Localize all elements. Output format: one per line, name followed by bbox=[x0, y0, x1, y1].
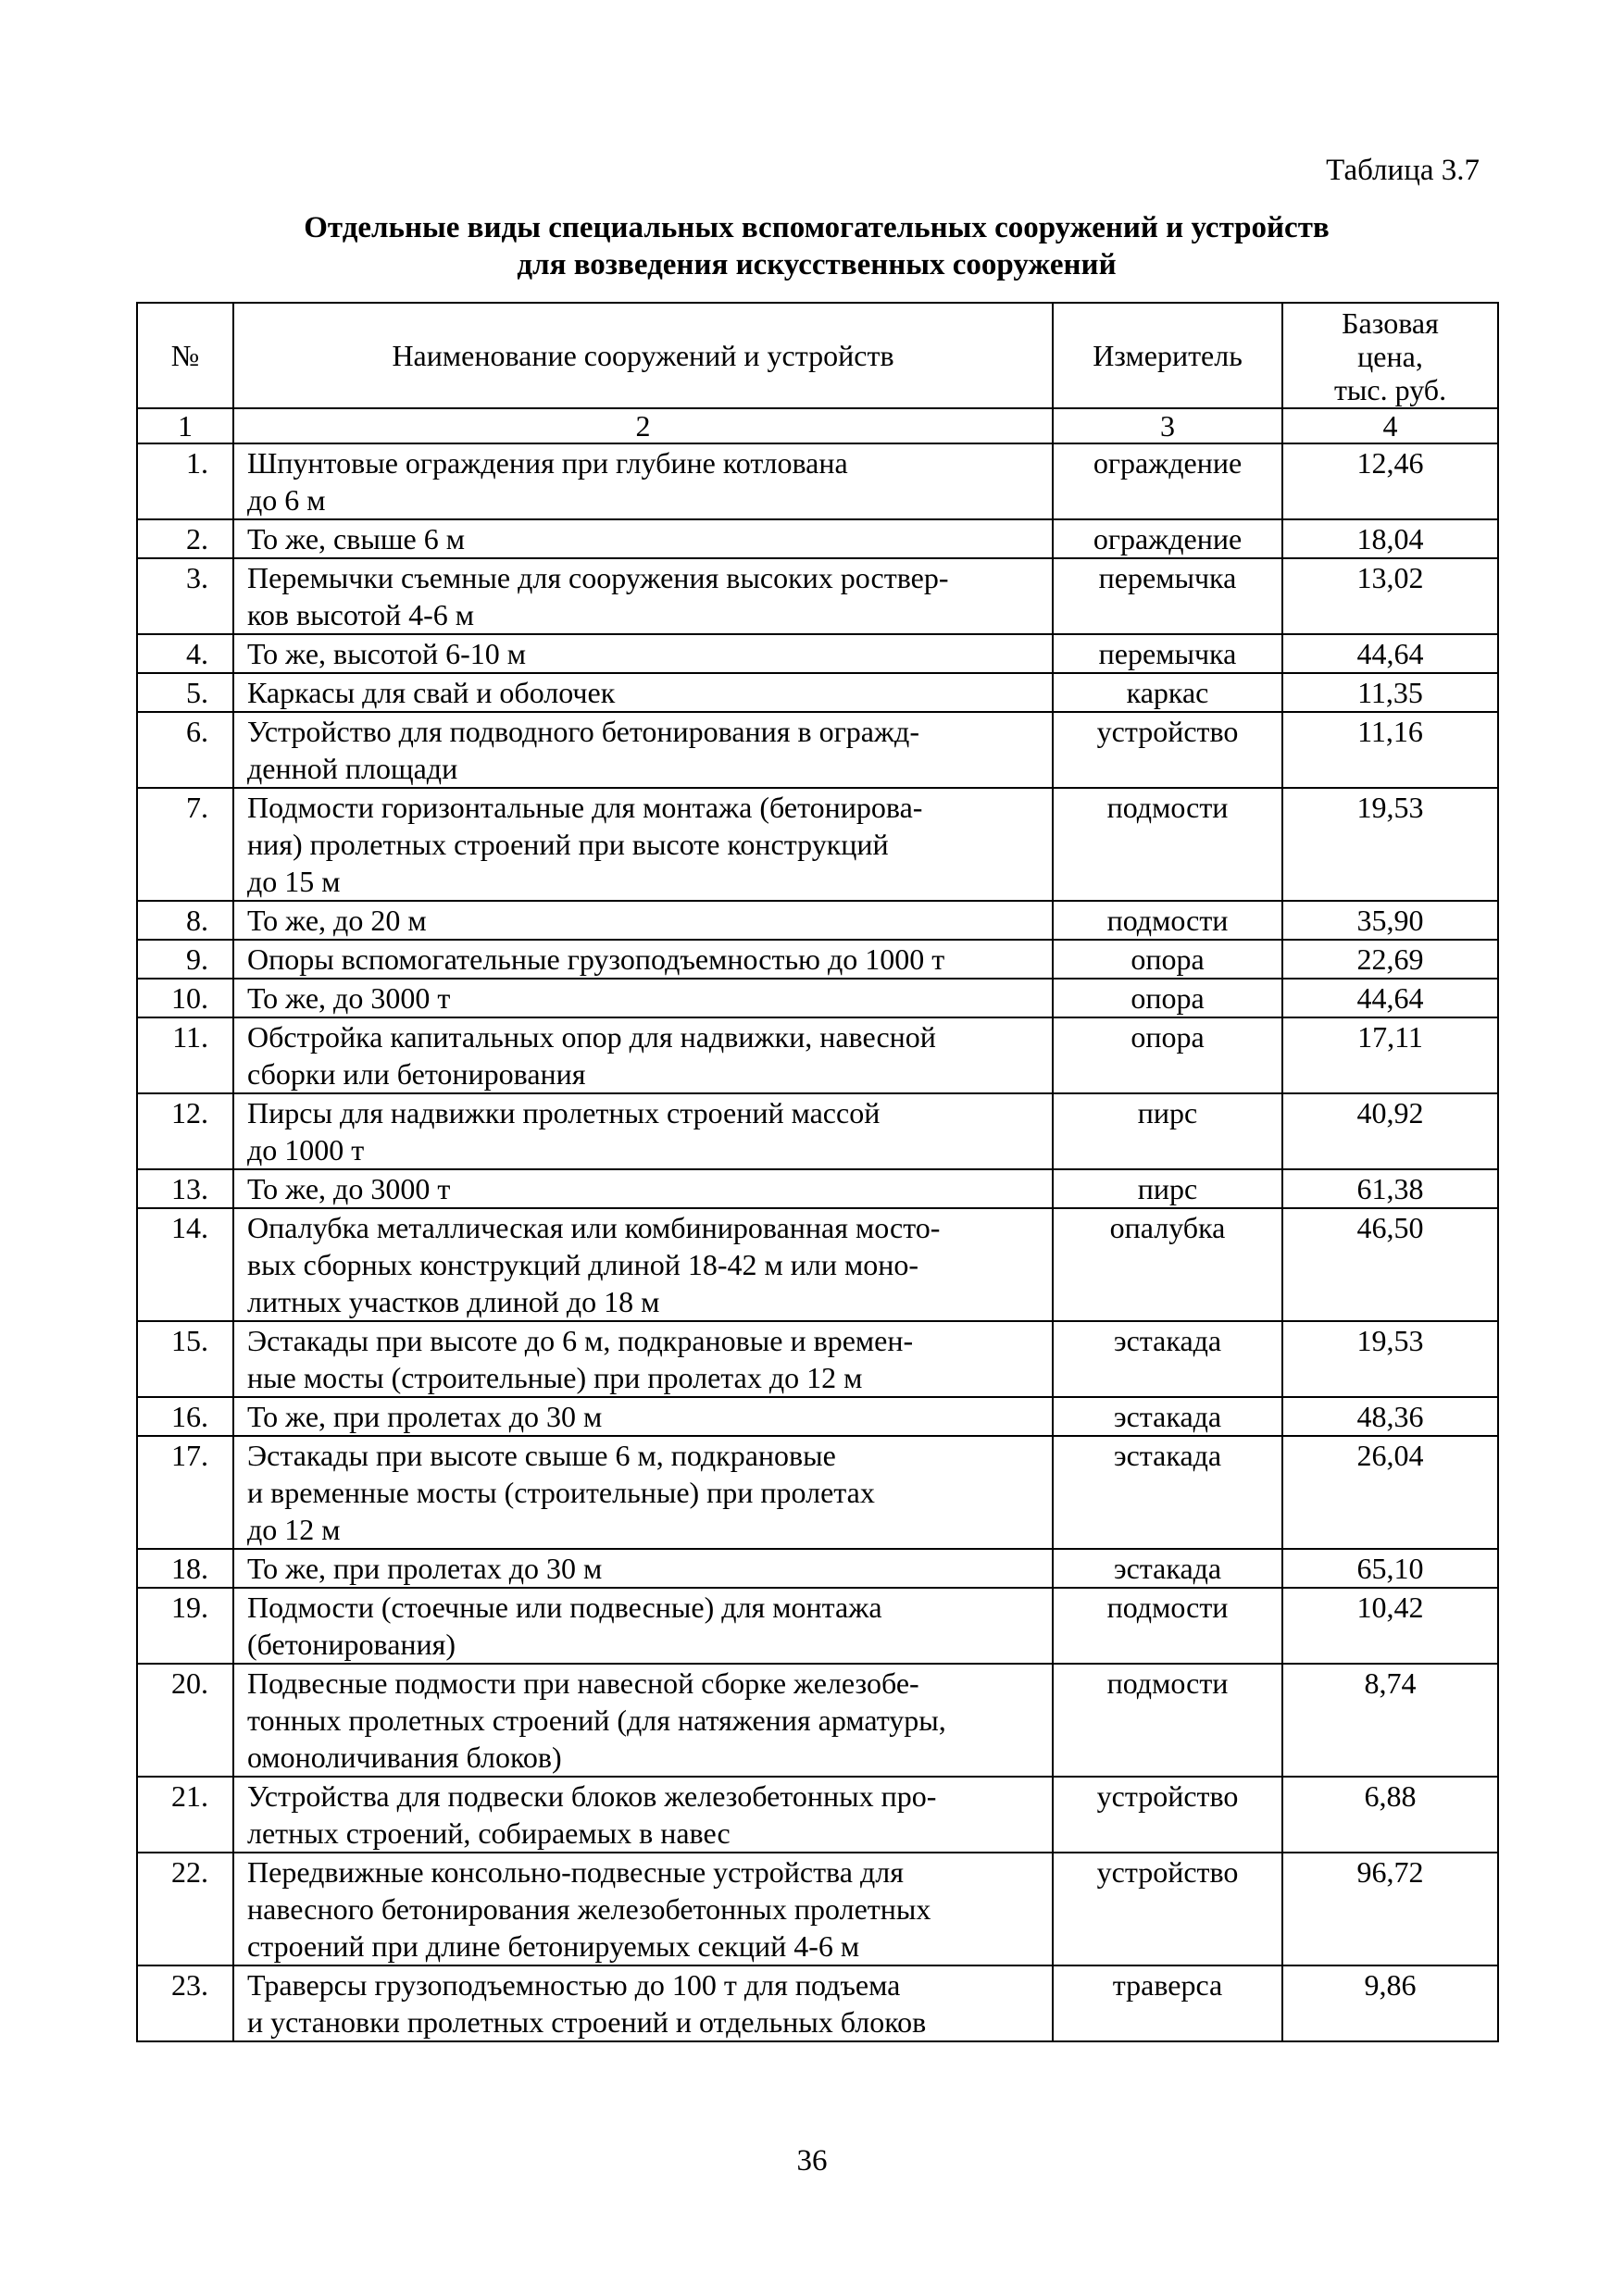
row-base-price: 8,74 bbox=[1282, 1664, 1498, 1777]
header-price-line: Базовая bbox=[1342, 306, 1439, 340]
row-name bbox=[233, 558, 1053, 634]
row-name-line: Передвижные консольно-подвесные устройства для bbox=[247, 1855, 904, 1889]
row-name-line: летных строений, собираемых в навес bbox=[247, 1816, 731, 1850]
row-unit: эстакада bbox=[1053, 1321, 1282, 1397]
structures-price-table bbox=[136, 302, 1499, 2042]
table-row bbox=[137, 1093, 1498, 1169]
row-number: 19. bbox=[137, 1588, 233, 1664]
row-number: 6. bbox=[137, 712, 233, 788]
row-base-price: 11,35 bbox=[1282, 673, 1498, 712]
row-unit: эстакада bbox=[1053, 1549, 1282, 1588]
table-row bbox=[137, 443, 1498, 519]
row-unit: опора bbox=[1053, 979, 1282, 1017]
table-row bbox=[137, 940, 1498, 979]
table-header-row bbox=[137, 303, 1498, 408]
row-name-line: То же, свыше 6 м bbox=[247, 522, 465, 555]
row-name bbox=[233, 1588, 1053, 1664]
table-row bbox=[137, 558, 1498, 634]
row-name bbox=[233, 1017, 1053, 1093]
table-row bbox=[137, 788, 1498, 901]
row-name-line: (бетонирования) bbox=[247, 1628, 456, 1661]
table-row bbox=[137, 1321, 1498, 1397]
row-number: 23. bbox=[137, 1965, 233, 2041]
row-base-price: 65,10 bbox=[1282, 1549, 1498, 1588]
row-number: 22. bbox=[137, 1853, 233, 1965]
row-base-price: 26,04 bbox=[1282, 1436, 1498, 1549]
row-name-line: Пирсы для надвижки пролетных строений массой bbox=[247, 1096, 881, 1129]
row-base-price: 40,92 bbox=[1282, 1093, 1498, 1169]
row-name bbox=[233, 1777, 1053, 1853]
table-row bbox=[137, 634, 1498, 673]
table-row bbox=[137, 712, 1498, 788]
row-base-price: 6,88 bbox=[1282, 1777, 1498, 1853]
row-name-line: до 15 м bbox=[247, 865, 341, 898]
row-base-price: 48,36 bbox=[1282, 1397, 1498, 1436]
row-name-line: тонных пролетных строений (для натяжения арматуры, bbox=[247, 1703, 946, 1737]
row-unit: подмости bbox=[1053, 1664, 1282, 1777]
row-number: 18. bbox=[137, 1549, 233, 1588]
table-row bbox=[137, 1169, 1498, 1208]
row-number: 15. bbox=[137, 1321, 233, 1397]
row-base-price: 13,02 bbox=[1282, 558, 1498, 634]
row-name-line: То же, высотой 6-10 м bbox=[247, 637, 527, 670]
row-name-line: То же, до 3000 т bbox=[247, 1172, 451, 1205]
row-name bbox=[233, 443, 1053, 519]
table-row bbox=[137, 979, 1498, 1017]
row-name bbox=[233, 1664, 1053, 1777]
table-row bbox=[137, 1853, 1498, 1965]
row-unit: опора bbox=[1053, 940, 1282, 979]
table-row bbox=[137, 1965, 1498, 2041]
row-unit: ограждение bbox=[1053, 519, 1282, 558]
row-base-price: 44,64 bbox=[1282, 979, 1498, 1017]
header-price-line: цена, bbox=[1357, 340, 1423, 373]
row-base-price: 46,50 bbox=[1282, 1208, 1498, 1321]
page-number: 36 bbox=[796, 2144, 828, 2177]
row-name-line: ные мосты (строительные) при пролетах до 12 м bbox=[247, 1361, 863, 1394]
row-unit: опора bbox=[1053, 1017, 1282, 1093]
row-number: 5. bbox=[137, 673, 233, 712]
row-name-line: Перемычки съемные для сооружения высоких роствер- bbox=[247, 561, 949, 594]
table-row bbox=[137, 901, 1498, 940]
row-name-line: литных участков длиной до 18 м bbox=[247, 1285, 660, 1318]
row-name-line: до 1000 т bbox=[247, 1133, 365, 1167]
row-base-price: 17,11 bbox=[1282, 1017, 1498, 1093]
table-label: Таблица 3.7 bbox=[1326, 154, 1480, 187]
row-name bbox=[233, 1549, 1053, 1588]
row-name-line: Подмости горизонтальные для монтажа (бетонирова- bbox=[247, 791, 923, 824]
row-name bbox=[233, 1093, 1053, 1169]
table-title bbox=[136, 209, 1497, 283]
row-name-line: строений при длине бетонируемых секций 4-6 м bbox=[247, 1929, 860, 1963]
row-number: 12. bbox=[137, 1093, 233, 1169]
row-name-line: Траверсы грузоподъемностью до 100 т для подъема bbox=[247, 1968, 901, 2002]
row-name-line: Устройства для подвески блоков железобетонных про- bbox=[247, 1779, 937, 1813]
row-number: 14. bbox=[137, 1208, 233, 1321]
row-name bbox=[233, 1397, 1053, 1436]
row-name bbox=[233, 979, 1053, 1017]
table-row bbox=[137, 1549, 1498, 1588]
row-number: 3. bbox=[137, 558, 233, 634]
row-name bbox=[233, 901, 1053, 940]
table-row bbox=[137, 1208, 1498, 1321]
row-unit: пирс bbox=[1053, 1169, 1282, 1208]
table-row bbox=[137, 1777, 1498, 1853]
row-unit: устройство bbox=[1053, 1853, 1282, 1965]
row-number: 10. bbox=[137, 979, 233, 1017]
row-name-line: То же, до 20 м bbox=[247, 904, 427, 937]
row-number: 11. bbox=[137, 1017, 233, 1093]
row-number: 4. bbox=[137, 634, 233, 673]
row-number: 1. bbox=[137, 443, 233, 519]
row-name-line: Подмости (стоечные или подвесные) для монтажа bbox=[247, 1591, 882, 1624]
row-name bbox=[233, 519, 1053, 558]
row-name-line: То же, при пролетах до 30 м bbox=[247, 1400, 603, 1433]
row-name-line: вых сборных конструкций длиной 18-42 м или моно- bbox=[247, 1248, 919, 1281]
row-name bbox=[233, 1321, 1053, 1397]
table-row bbox=[137, 1436, 1498, 1549]
row-base-price: 61,38 bbox=[1282, 1169, 1498, 1208]
header-base-price bbox=[1282, 303, 1498, 408]
row-name-line: Опалубка металлическая или комбинированная мосто- bbox=[247, 1211, 941, 1244]
row-name-line: денной площади bbox=[247, 752, 458, 785]
row-name bbox=[233, 1169, 1053, 1208]
row-name-line: и установки пролетных строений и отдельных блоков bbox=[247, 2005, 927, 2039]
table-row bbox=[137, 1397, 1498, 1436]
row-name-line: и временные мосты (строительные) при пролетах bbox=[247, 1476, 875, 1509]
row-unit: подмости bbox=[1053, 901, 1282, 940]
row-unit: траверса bbox=[1053, 1965, 1282, 2041]
row-name bbox=[233, 712, 1053, 788]
table-row bbox=[137, 1017, 1498, 1093]
row-base-price: 22,69 bbox=[1282, 940, 1498, 979]
row-name bbox=[233, 1436, 1053, 1549]
row-number: 17. bbox=[137, 1436, 233, 1549]
row-name-line: Опоры вспомогательные грузоподъемностью до 1000 т bbox=[247, 942, 945, 976]
row-name-line: Шпунтовые ограждения при глубине котлована bbox=[247, 446, 848, 480]
column-number: 4 bbox=[1282, 408, 1498, 443]
row-unit: устройство bbox=[1053, 712, 1282, 788]
table-row bbox=[137, 673, 1498, 712]
row-unit: перемычка bbox=[1053, 558, 1282, 634]
row-number: 21. bbox=[137, 1777, 233, 1853]
row-name-line: ния) пролетных строений при высоте конструкций bbox=[247, 828, 889, 861]
row-base-price: 12,46 bbox=[1282, 443, 1498, 519]
row-number: 2. bbox=[137, 519, 233, 558]
table-row bbox=[137, 1588, 1498, 1664]
row-name bbox=[233, 1965, 1053, 2041]
row-number: 7. bbox=[137, 788, 233, 901]
row-number: 8. bbox=[137, 901, 233, 940]
row-name-line: Устройство для подводного бетонирования в огражд- bbox=[247, 715, 919, 748]
row-base-price: 44,64 bbox=[1282, 634, 1498, 673]
row-base-price: 35,90 bbox=[1282, 901, 1498, 940]
row-base-price: 19,53 bbox=[1282, 788, 1498, 901]
header-unit: Измеритель bbox=[1053, 303, 1282, 408]
row-base-price: 19,53 bbox=[1282, 1321, 1498, 1397]
table-row bbox=[137, 519, 1498, 558]
row-unit: опалубка bbox=[1053, 1208, 1282, 1321]
row-name-line: до 12 м bbox=[247, 1513, 341, 1546]
row-base-price: 18,04 bbox=[1282, 519, 1498, 558]
header-number: № bbox=[137, 303, 233, 408]
row-base-price: 10,42 bbox=[1282, 1588, 1498, 1664]
row-unit: подмости bbox=[1053, 788, 1282, 901]
row-name-line: сборки или бетонирования bbox=[247, 1057, 586, 1091]
column-number: 3 bbox=[1053, 408, 1282, 443]
column-number: 1 bbox=[137, 408, 233, 443]
row-name bbox=[233, 1853, 1053, 1965]
row-unit: перемычка bbox=[1053, 634, 1282, 673]
row-base-price: 11,16 bbox=[1282, 712, 1498, 788]
row-unit: подмости bbox=[1053, 1588, 1282, 1664]
row-number: 20. bbox=[137, 1664, 233, 1777]
row-unit: пирс bbox=[1053, 1093, 1282, 1169]
row-name-line: навесного бетонирования железобетонных пролетных bbox=[247, 1892, 931, 1926]
row-name-line: Обстройка капитальных опор для надвижки, навесной bbox=[247, 1020, 936, 1054]
row-name-line: То же, до 3000 т bbox=[247, 981, 451, 1015]
row-name bbox=[233, 788, 1053, 901]
row-unit: устройство bbox=[1053, 1777, 1282, 1853]
row-name-line: Эстакады при высоте свыше 6 м, подкрановые bbox=[247, 1439, 836, 1472]
row-base-price: 9,86 bbox=[1282, 1965, 1498, 2041]
row-name bbox=[233, 673, 1053, 712]
row-unit: эстакада bbox=[1053, 1436, 1282, 1549]
row-name-line: ков высотой 4-6 м bbox=[247, 598, 475, 631]
table-body bbox=[137, 443, 1498, 2041]
row-name-line: омоноличивания блоков) bbox=[247, 1741, 562, 1774]
header-price-line: тыс. руб. bbox=[1333, 373, 1447, 406]
row-unit: каркас bbox=[1053, 673, 1282, 712]
column-number: 2 bbox=[233, 408, 1053, 443]
row-name bbox=[233, 634, 1053, 673]
row-name-line: Эстакады при высоте до 6 м, подкрановые и времен- bbox=[247, 1324, 914, 1357]
row-name-line: Каркасы для свай и оболочек bbox=[247, 676, 616, 709]
header-name: Наименование сооружений и устройств bbox=[233, 303, 1053, 408]
row-name bbox=[233, 1208, 1053, 1321]
row-name-line: Подвесные подмости при навесной сборке железобе- bbox=[247, 1666, 919, 1700]
row-number: 16. bbox=[137, 1397, 233, 1436]
row-base-price: 96,72 bbox=[1282, 1853, 1498, 1965]
table-row bbox=[137, 1664, 1498, 1777]
title-line: Отдельные виды специальных вспомогательных сооружений и устройств bbox=[304, 211, 1330, 244]
row-name bbox=[233, 940, 1053, 979]
row-unit: ограждение bbox=[1053, 443, 1282, 519]
title-line: для возведения искусственных сооружений bbox=[517, 248, 1117, 281]
row-name-line: То же, при пролетах до 30 м bbox=[247, 1552, 603, 1585]
row-number: 9. bbox=[137, 940, 233, 979]
column-number-row bbox=[137, 408, 1498, 443]
row-number: 13. bbox=[137, 1169, 233, 1208]
row-unit: эстакада bbox=[1053, 1397, 1282, 1436]
row-name-line: до 6 м bbox=[247, 483, 326, 517]
